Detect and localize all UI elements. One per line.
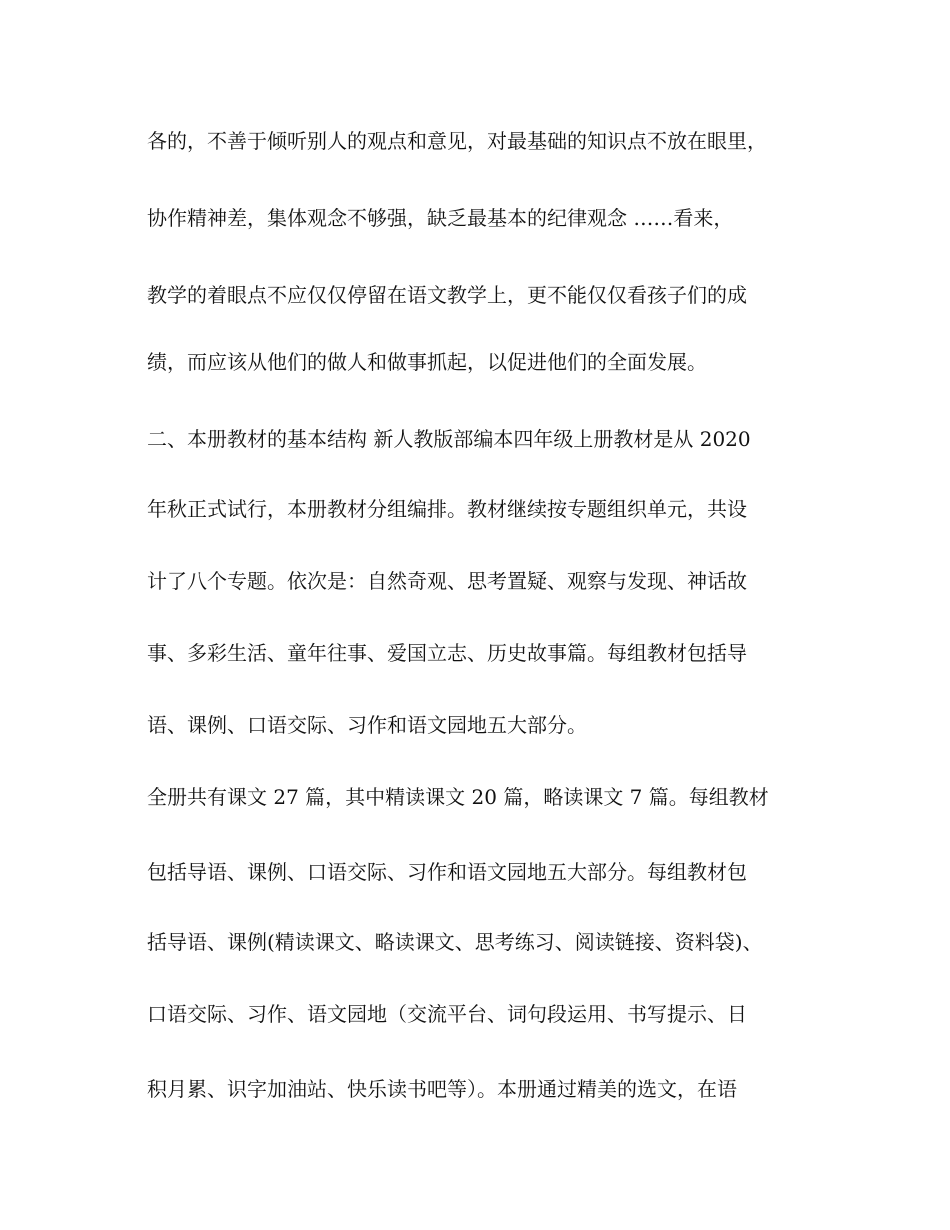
text-line-13: 口语交际、习作、语文园地（交流平台、词句段运用、书写提示、日 (147, 1002, 747, 1026)
text-line-9: 语、课例、口语交际、习作和语文园地五大部分。 (147, 713, 587, 737)
text-line-4: 绩，而应该从他们的做人和做事抓起，以促进他们的全面发展。 (147, 350, 707, 374)
text-line-7: 计了八个专题。依次是：自然奇观、思考置疑、观察与发现、神话故 (147, 569, 747, 593)
text-line-12: 括导语、课例(精读课文、略读课文、思考练习、阅读链接、资料袋)、 (147, 930, 763, 954)
text-line-2: 协作精神差，集体观念不够强，缺乏最基本的纪律观念 ……看来， (147, 206, 734, 230)
text-line-14: 积月累、识字加油站、快乐读书吧等）。本册通过精美的选文，在语 (147, 1077, 737, 1101)
text-line-8: 事、多彩生活、童年往事、爱国立志、历史故事篇。每组教材包括导 (147, 641, 747, 665)
text-line-10: 全册共有课文 27 篇，其中精读课文 20 篇，略读课文 7 篇。每组教材 (147, 785, 769, 809)
text-line-1: 各的，不善于倾听别人的观点和意见，对最基础的知识点不放在眼里， (147, 129, 767, 153)
text-line-6: 年秋正式试行，本册教材分组编排。教材继续按专题组织单元，共设 (147, 497, 747, 521)
text-line-5: 二、本册教材的基本结构 新人教版部编本四年级上册教材是从 2020 (147, 427, 751, 451)
text-line-11: 包括导语、课例、口语交际、习作和语文园地五大部分。每组教材包 (147, 860, 747, 884)
text-line-3: 教学的着眼点不应仅仅停留在语文教学上，更不能仅仅看孩子们的成 (147, 283, 747, 307)
